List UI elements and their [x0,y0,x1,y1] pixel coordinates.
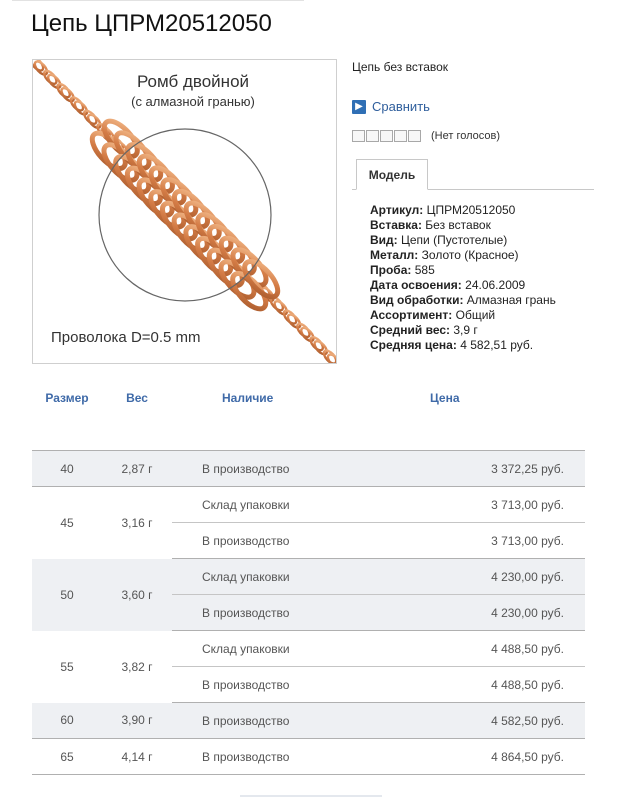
table-row[interactable]: 65 4,14 г В производство 4 864,50 руб. [32,739,585,775]
image-caption-2: (с алмазной гранью) [131,94,255,109]
table-row[interactable]: В производство 4 230,00 руб. [32,595,585,631]
property-row: Средний вес: 3,9 г [370,323,478,337]
tab-model[interactable]: Модель [356,159,428,190]
chain-link [299,326,316,343]
table-row[interactable]: 40 2,87 г В производство 3 372,25 руб. [32,451,585,487]
compare-label[interactable]: Сравнить [372,99,430,114]
bottom-divider [240,795,382,797]
chain-link [73,99,90,116]
star-icon[interactable] [366,130,379,142]
header-size: Размер [45,391,89,405]
chain-link [272,299,289,316]
property-row: Ассортимент: Общий [370,308,496,322]
top-divider [12,0,304,1]
product-image[interactable] [32,59,337,364]
chain-link [86,113,103,130]
table-header-row [32,380,585,416]
chain-photo [33,60,336,363]
product-properties [370,203,556,353]
offers-table [32,380,585,775]
star-icon[interactable] [394,130,407,142]
header-price: Цена [430,391,460,405]
table-row[interactable]: В производство 4 488,50 руб. [32,667,585,703]
star-icon[interactable] [380,130,393,142]
property-row: Вид обработки: Алмазная грань [370,293,556,307]
table-row[interactable]: 50 3,60 г Склад упаковки 4 230,00 руб. [32,559,585,595]
property-row: Вид: Цепи (Пустотелые) [370,233,508,247]
votes-text: (Нет голосов) [431,130,501,142]
arrow-right-icon: ▶ [352,100,366,114]
table-row[interactable]: 60 3,90 г В производство 4 582,50 руб. [32,703,585,739]
compare-link[interactable] [352,99,430,114]
wire-label: Проволока D=0.5 mm [51,329,201,346]
property-row: Артикул: ЦПРМ20512050 [370,203,516,217]
star-icon[interactable] [408,130,421,142]
page-title: Цепь ЦПРМ20512050 [31,10,272,37]
rating [352,130,500,142]
chain-link [46,73,63,90]
property-row: Проба: 585 [370,263,435,277]
header-weight: Вес [126,391,148,405]
property-row: Средняя цена: 4 582,51 руб. [370,338,534,352]
table-row[interactable]: В производство 3 713,00 руб. [32,523,585,559]
table-row[interactable]: 45 3,16 г Склад упаковки 3 713,00 руб. [60,497,564,530]
chain-link [33,60,49,77]
property-row: Вставка: Без вставок [370,218,491,232]
header-availability: Наличие [222,391,274,405]
table-row[interactable]: 55 3,82 г Склад упаковки 4 488,50 руб. [60,641,564,674]
chain-link [312,339,329,356]
product-subtitle: Цепь без вставок [352,60,449,74]
chain-link [59,86,76,103]
property-row: Дата освоения: 24.06.2009 [370,278,526,292]
property-row: Металл: Золото (Красное) [370,248,519,262]
chain-link [286,312,303,329]
star-icon[interactable] [352,130,365,142]
image-caption-1: Ромб двойной [136,72,250,91]
